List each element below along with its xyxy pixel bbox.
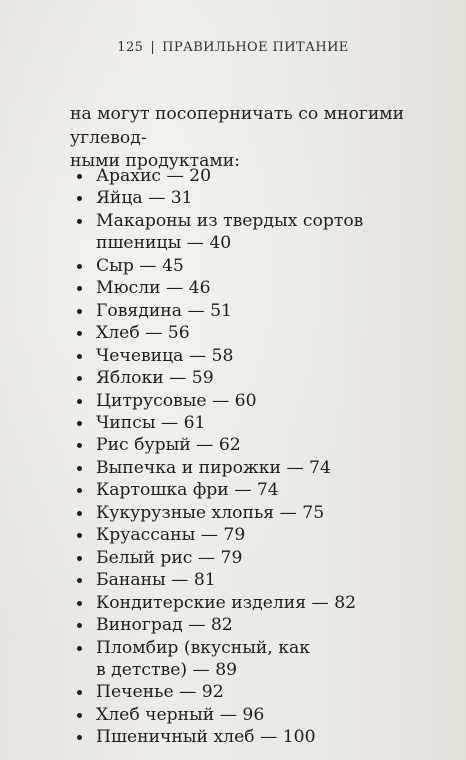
list-item <box>77 434 387 456</box>
list-item-line: в детстве) — 89 <box>96 659 238 680</box>
list-item-line: Печенье — 92 <box>96 682 224 703</box>
list-item <box>77 479 387 501</box>
list-item-line: Пломбир (вкусный, как <box>96 637 311 658</box>
list-item <box>77 637 387 682</box>
list-item <box>77 681 387 703</box>
list-item <box>77 704 387 726</box>
list-item-line: Сыр — 45 <box>96 255 184 276</box>
list-item <box>77 726 387 748</box>
list-item <box>77 547 387 569</box>
list-item-line: Говядина — 51 <box>96 300 232 321</box>
list-item <box>77 210 387 255</box>
list-item-line: Кондитерские изделия — 82 <box>96 592 357 613</box>
list-item <box>77 390 387 412</box>
list-item-line: Мюсли — 46 <box>96 278 211 299</box>
list-item <box>77 569 387 591</box>
list-item-line: Рис бурый — 62 <box>96 435 241 456</box>
list-item <box>77 277 387 299</box>
list-item <box>77 322 387 344</box>
list-item-line: Бананы — 81 <box>96 570 216 591</box>
list-item <box>77 165 387 187</box>
list-item-line: Хлеб черный — 96 <box>96 704 265 725</box>
intro-line: на могут посоперничать со многими углевод- <box>70 104 405 148</box>
list-item-line: Пшеничный хлеб — 100 <box>96 727 316 748</box>
list-item <box>77 412 387 434</box>
list-item-line: Макароны из твердых сортов <box>96 210 364 231</box>
list-item-line: Выпечка и пирожки — 74 <box>96 457 331 478</box>
list-item <box>77 592 387 614</box>
list-item <box>77 614 387 636</box>
list-item-line: Чечевица — 58 <box>96 345 234 366</box>
page-number: 125 <box>117 40 144 55</box>
list-item-line: Виноград — 82 <box>96 615 233 636</box>
list-item <box>77 187 387 209</box>
list-item <box>77 457 387 479</box>
list-item-line: Белый рис — 79 <box>96 547 243 568</box>
list-item-line: Чипсы — 61 <box>96 412 206 433</box>
list-item <box>77 524 387 546</box>
list-item-line: Арахис — 20 <box>96 166 212 186</box>
list-item-line: Яйца — 31 <box>96 188 193 209</box>
list-item <box>77 367 387 389</box>
list-item-line: Цитрусовые — 60 <box>96 390 257 411</box>
list-item <box>77 345 387 367</box>
list-item-line: пшеницы — 40 <box>96 233 232 254</box>
list-item-line: Круассаны — 79 <box>96 525 246 546</box>
food-list <box>77 165 387 749</box>
list-item-line: Яблоки — 59 <box>96 368 214 389</box>
list-item <box>77 300 387 322</box>
running-title: ПРАВИЛЬНОЕ ПИТАНИЕ <box>162 40 349 55</box>
list-item-line: Картошка фри — 74 <box>96 480 279 501</box>
intro-line: ными продуктами: <box>70 151 241 171</box>
header-separator: | <box>150 40 156 55</box>
list-item <box>77 255 387 277</box>
list-item <box>77 502 387 524</box>
list-item-line: Хлеб — 56 <box>96 323 190 344</box>
intro-paragraph <box>70 103 410 174</box>
running-header <box>0 40 466 55</box>
list-item-line: Кукурузные хлопья — 75 <box>96 502 325 523</box>
